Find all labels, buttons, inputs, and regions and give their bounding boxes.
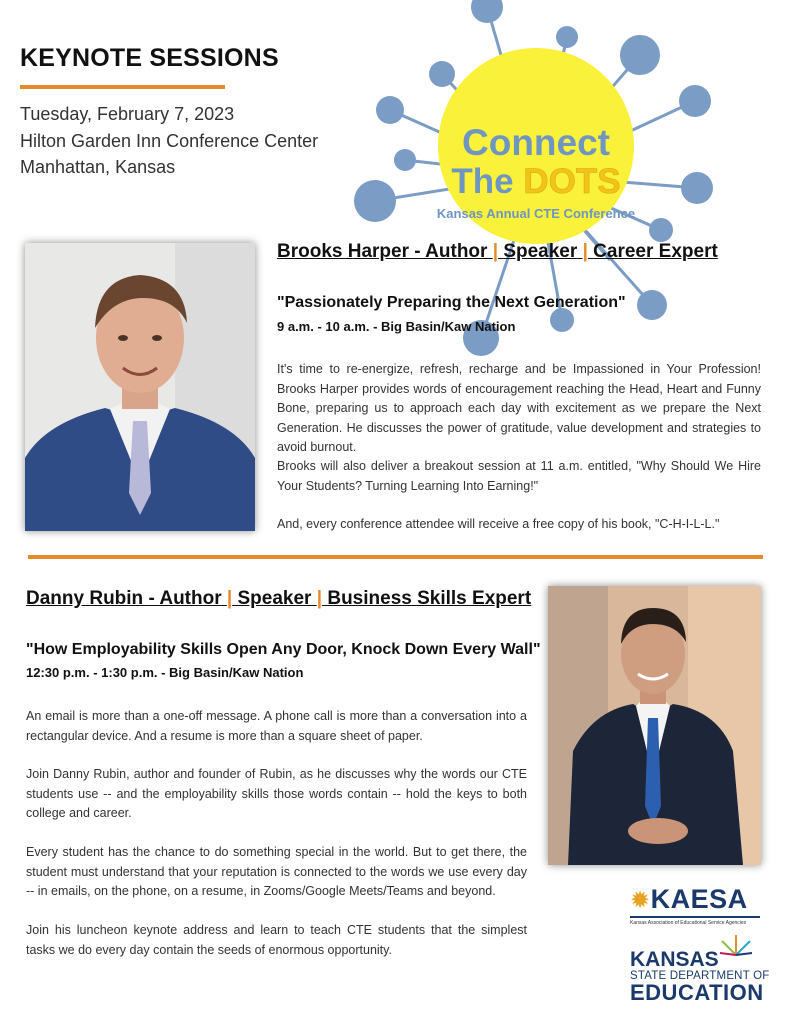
speaker1-name: Brooks Harper - Author: [277, 241, 488, 262]
ksde-education: EDUCATION: [630, 980, 764, 1005]
speaker2-talk-time: 12:30 p.m. - 1:30 p.m. - Big Basin/Kaw Nation: [26, 665, 304, 680]
speaker1-paragraph: Brooks will also deliver a breakout session at 11 a.m. entitled, "Why Should We Hire Your Students? Turning Learning Into Earning!": [277, 459, 761, 493]
logo-dots: DOTS: [523, 162, 621, 201]
separator: |: [226, 588, 233, 609]
speaker2-paragraph: Every student has the chance to do something special in the world. But to get there, the student must understand that your reputation is connected to the words we use every day -- in emails, on the phone, on a resume, in Zooms/Google Meets/Teams and beyond.: [26, 845, 527, 898]
speaker2-talk-title: "How Employability Skills Open Any Door, Knock Down Every Wall": [26, 641, 541, 658]
logo-connect: Connect: [462, 122, 610, 163]
kaesa-subtitle: Kansas Association of Educational Service Agencies: [630, 916, 760, 926]
svg-text:The DOTS: [451, 162, 620, 201]
speaker2-paragraph: Join his luncheon keynote address and learn to teach CTE students that the simplest tasks we do every day contain the seeds of enormous opportunity.: [26, 923, 527, 957]
event-city: Manhattan, Kansas: [20, 157, 176, 177]
separator: |: [582, 241, 588, 262]
event-venue: Hilton Garden Inn Conference Center: [20, 131, 319, 151]
sun-icon: ✹: [630, 887, 651, 914]
speaker2-role-expert: Business Skills Expert: [327, 588, 532, 609]
section-divider: [28, 555, 763, 559]
speaker1-paragraph: And, every conference attendee will receive a free copy of his book, "C-H-I-L-L.": [277, 517, 720, 531]
ksde-logo: [630, 933, 770, 1005]
speaker2-heading: [26, 588, 531, 610]
speaker1-talk-time: 9 a.m. - 10 a.m. - Big Basin/Kaw Nation: [277, 319, 516, 334]
speaker2-paragraph: An email is more than a one-off message. A phone call is more than a conversation into a rectangular device. And a resume is more than a square sheet of paper.: [26, 709, 527, 743]
speaker1-paragraph: It's time to re-energize, refresh, recharge and be Impassioned in Your Profession! Brooks Harper provides words of encouragement reaching the Head, Heart and Funny Bone, preparing us to approach each day with excitement as we prepare the Next Generation. He discusses the power of gratitude, value development and strategies to avoid burnout.: [277, 362, 761, 454]
speaker1-role-expert: Career Expert: [593, 241, 718, 262]
speaker2-role-speaker: Speaker: [237, 588, 312, 609]
brooks-harper-photo: [25, 243, 255, 531]
speaker2-name: Danny Rubin - Author: [26, 588, 222, 609]
danny-rubin-photo: [548, 586, 761, 865]
separator: |: [316, 588, 323, 609]
speaker1-heading: [277, 241, 718, 263]
ksde-department: STATE DEPARTMENT OF: [630, 970, 770, 982]
separator: |: [492, 241, 499, 262]
title-underline: [20, 85, 225, 89]
kaesa-logo: [630, 885, 760, 926]
logo-the: The: [451, 162, 514, 201]
kaesa-wordmark: KAESA: [650, 884, 748, 914]
logo-subtitle: Kansas Annual CTE Conference: [436, 206, 636, 221]
speaker1-talk-title: "Passionately Preparing the Next Generation": [277, 294, 626, 311]
page-title: KEYNOTE SESSIONS: [20, 44, 279, 72]
ksde-kansas: KANSAS: [630, 948, 719, 971]
speaker1-role-speaker: Speaker: [503, 241, 578, 262]
speaker2-paragraph: Join Danny Rubin, author and founder of Rubin, as he discusses why the words our CTE students use -- and the employability skills those words contain -- hold the keys to both college and career.: [26, 767, 527, 820]
event-date: Tuesday, February 7, 2023: [20, 104, 235, 124]
